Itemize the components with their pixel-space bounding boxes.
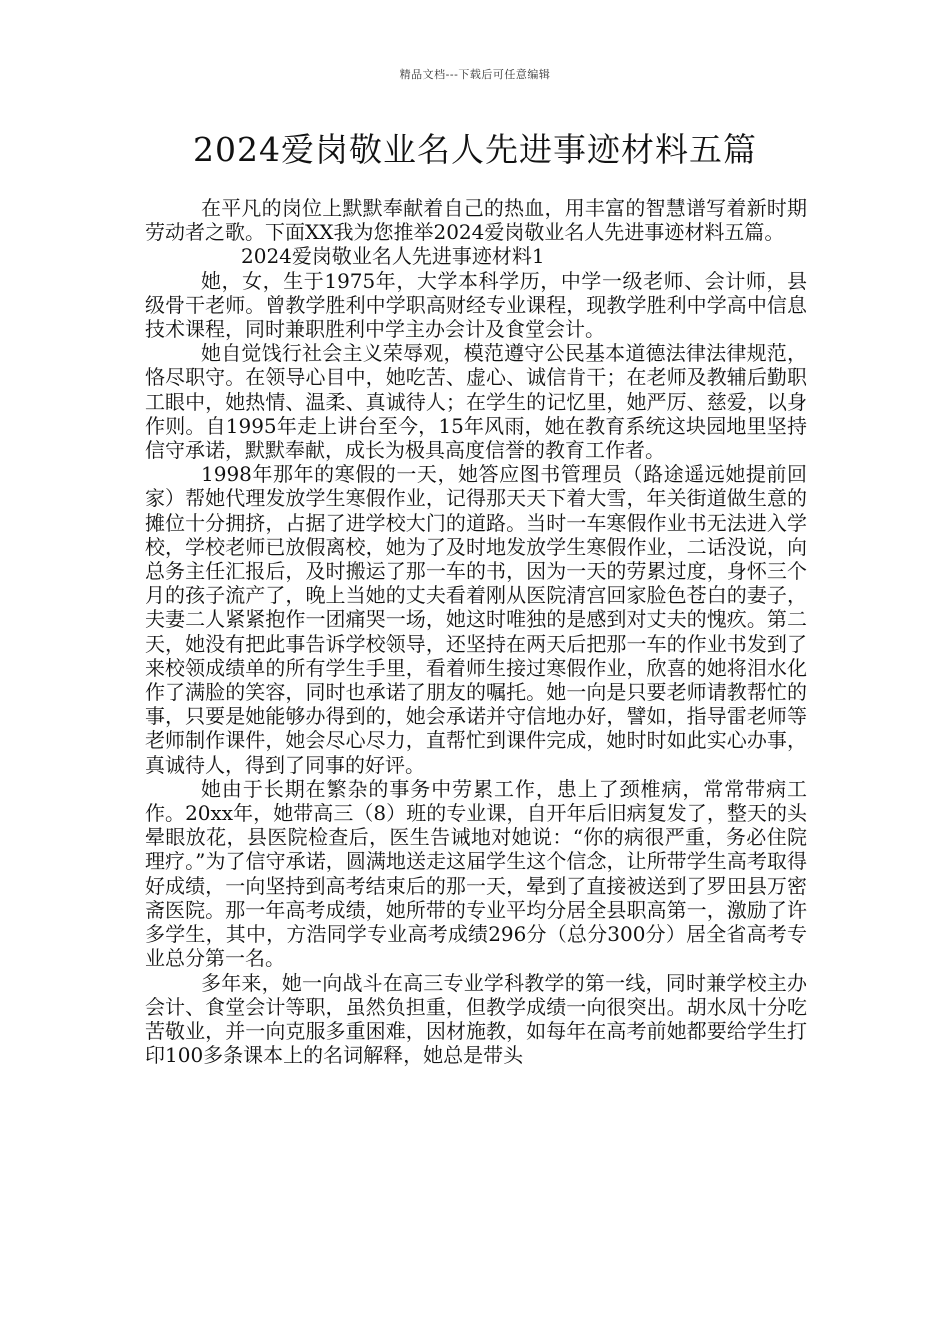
paragraph: 1998年那年的寒假的一天，她答应图书管理员（路途遥远她提前回家）帮她代理发放学生寒假作业，记得那天天下着大雪，年关街道做生意的摊位十分拥挤，占据了进学校大门的道路。当时一车寒假作业书无法进入学校，学校老师已放假离校，她为了及时地发放学生寒假作业，二话没说，向总务主任汇报后，及时搬运了那一车的书，因为一天的劳累过度，身怀三个月的孩子流产了，晚上当她的丈夫看着刚从医院清宫回家脸色苍白的妻子，夫妻二人紧紧抱作一团痛哭一场，她这时唯独的是感到对丈夫的愧疚。第二天，她没有把此事告诉学校领导，还坚持在两天后把那一车的作业书发到了来校领成绩单的所有学生手里，看着师生接过寒假作业，欣喜的她将泪水化作了满脸的笑容，同时也承诺了朋友的嘱托。她一向是只要老师请教帮忙的事，只要是她能够办得到的，她会承诺并守信地办好，譬如，指导雷老师等老师制作课件，她会尽心尽力，直帮忙到课件完成，她时时如此实心办事，真诚待人，得到了同事的好评。 bbox=[145, 462, 807, 777]
section-heading: 2024爱岗敬业名人先进事迹材料1 bbox=[241, 244, 545, 269]
document-title: 2024爱岗敬业名人先进事迹材料五篇 bbox=[193, 130, 757, 169]
paragraph: 她自觉饯行社会主义荣辱观，模范遵守公民基本道德法律法律规范，恪尽职守。在领导心目中，她吃苦、虚心、诚信肯干；在老师及教辅后勤职工眼中，她热情、温柔、真诚待人；在学生的记忆里，她严厉、慈爱，以身作则。自1995年走上讲台至今，15年风雨，她在教育系统这块园地里坚持信守承诺，默默奉献，成长为极具高度信誉的教育工作者。 bbox=[145, 341, 807, 463]
paragraph: 多年来，她一向战斗在高三专业学科教学的第一线，同时兼学校主办会计、食堂会计等职，虽然负担重，但教学成绩一向很突出。胡水凤十分吃苦敬业，并一向克服多重困难，因材施教，如每年在高考前她都要给学生打印100多条课本上的名词解释，她总是带头 bbox=[145, 970, 807, 1068]
document-body bbox=[145, 196, 807, 1067]
page-header: 精品文档---下载后可任意编辑 bbox=[399, 68, 551, 81]
paragraph: 她，女，生于1975年，大学本科学历，中学一级老师、会计师，县级骨干老师。曾教学胜利中学职高财经专业课程，现教学胜利中学高中信息技术课程，同时兼职胜利中学主办会计及食堂会计。 bbox=[145, 268, 807, 342]
paragraph-intro: 在平凡的岗位上默默奉献着自己的热血，用丰富的智慧谱写着新时期劳动者之歌。下面XX我为您推举2024爱岗敬业名人先进事迹材料五篇。 bbox=[145, 196, 807, 245]
paragraph: 她由于长期在繁杂的事务中劳累工作，患上了颈椎病，常常带病工作。20xx年，她带高三（8）班的专业课，自开年后旧病复发了，整天的头晕眼放花，县医院检查后，医生告诫地对她说：“你的病很严重，务必住院理疗。”为了信守承诺，圆满地送走这届学生这个信念，让所带学生高考取得好成绩，一向坚持到高考结束后的那一天，晕到了直接被送到了罗田县万密斋医院。那一年高考成绩，她所带的专业平均分居全县职高第一，激励了许多学生，其中，方浩同学专业高考成绩296分（总分300分）居全省高考专业总分第一名。 bbox=[145, 776, 807, 971]
